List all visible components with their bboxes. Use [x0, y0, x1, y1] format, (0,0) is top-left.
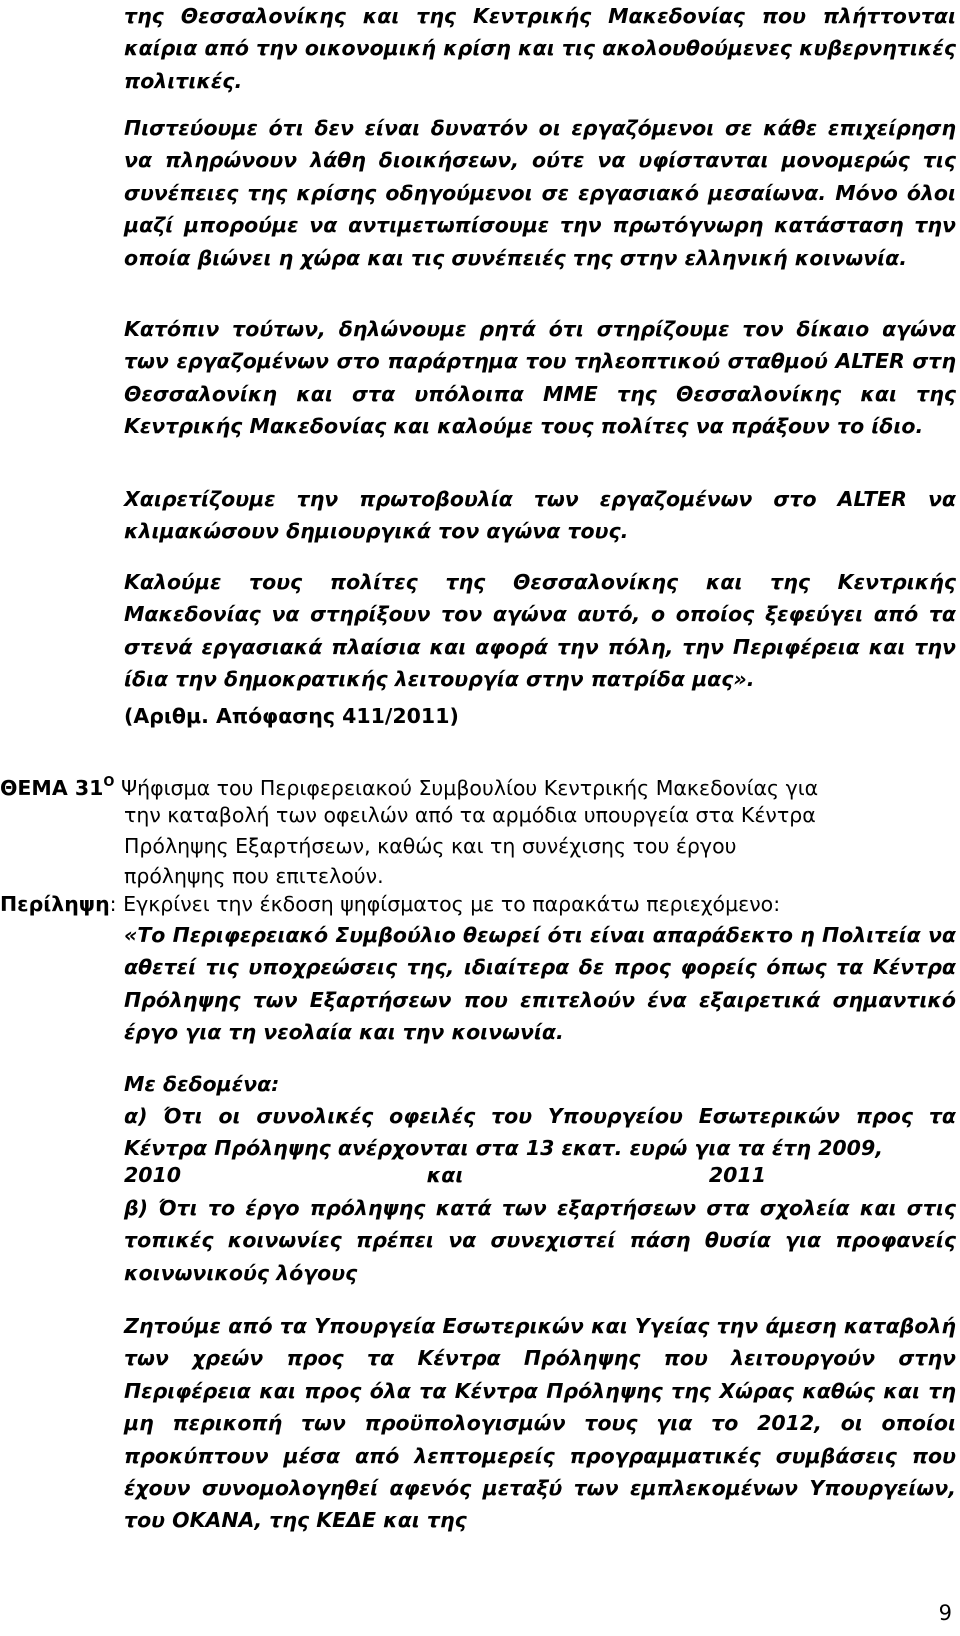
topic-title-line1: Ψήφισμα του Περιφερειακού Συμβουλίου Κεντρικής Μακεδονίας για [120, 776, 819, 800]
item-a: α) Ότι οι συνολικές οφειλές του Υπουργείου Εσωτερικών προς τα Κέντρα Πρόληψης ανέρχονται στα 13 εκατ. ευρώ για τα έτη 2009, [124, 1104, 956, 1161]
paragraph-greeting-initiative: Χαιρετίζουμε την πρωτοβουλία των εργαζομένων στο ALTER να κλιμακώσουν δημιουργικά τον αγώνα τους. [124, 487, 956, 544]
year-2010: 2010 [124, 1163, 182, 1187]
paragraph-workers-rights: Πιστεύουμε ότι δεν είναι δυνατόν οι εργαζόμενοι σε κάθε επιχείρηση να πληρώνουν λάθη διοικήσεων, ούτε να υφίστανται μονομερώς τις συνέπειες της κρίσης οδηγούμενοι σε εργασιακό μεσαίωνα. Μόνο όλοι μαζί μπορούμε να αντιμετωπίσουμε την πρωτόγνωρη κατάσταση την οποία βιώνει η χώρα και τις συνέπειές της στην ελληνική κοινωνία. [124, 116, 956, 270]
topic-title-line2: την καταβολή των οφειλών από τα αρμόδια υπουργεία στα Κέντρα [124, 803, 816, 827]
decision-reference: (Αριθμ. Απόφασης 411/2011) [124, 704, 459, 728]
summary-colon: : [109, 892, 117, 916]
summary-line [0, 888, 956, 920]
item-a-years [124, 1159, 956, 1191]
item-b: β) Ότι το έργο πρόληψης κατά των εξαρτήσεων στα σχολεία και στις τοπικές κοινωνίες πρέπει να συνεχιστεί πάση θυσία για προφανείς κοινωνικούς λόγους [124, 1196, 956, 1285]
summary-text: Εγκρίνει την έκδοση ψηφίσματος με το παρακάτω περιεχόμενο: [116, 892, 781, 916]
request-paragraph: Ζητούμε από τα Υπουργεία Εσωτερικών και Υγείας την άμεση καταβολή των χρεών προς τα Κέντρα Πρόληψης που λειτουργούν στην Περιφέρεια και προς όλα τα Κέντρα Πρόληψης της Χώρας καθώς και τη μη περικοπή των προϋπολογισμών τους για το 2012, οι οποίοι προκύπτουν μέσα από λεπτομερείς προγραμματικές συμβάσεις που έχουν συνομολογηθεί αφενός μεταξύ των εμπλεκομένων Υπουργείων, του ΟΚΑΝΑ, της ΚΕΔΕ και της [124, 1314, 956, 1533]
given-label: Με δεδομένα: [124, 1072, 280, 1096]
paragraph-support-alter: Κατόπιν τούτων, δηλώνουμε ρητά ότι στηρίζουμε τον δίκαιο αγώνα των εργαζομένων στο παράρτημα του τηλεοπτικού σταθμού ALTER στη Θεσσαλονίκη και στα υπόλοιπα ΜΜΕ της Θεσσαλονίκης και της Κεντρικής Μακεδονίας και καλούμε τους πολίτες να πράξουν το ίδιο. [124, 317, 956, 439]
summary-label: Περίληψη [0, 892, 110, 916]
resolution-intro: «Το Περιφερειακό Συμβούλιο θεωρεί ότι είναι απαράδεκτο η Πολιτεία να αθετεί τις υποχρεώσεις της, ιδιαίτερα δε προς φορείς όπως τα Κέντρα Πρόληψης των Εξαρτήσεων που επιτελούν ένα εξαιρετικά σημαντικό έργο για τη νεολαία και την κοινωνία. [124, 923, 956, 1045]
topic-title-line4: πρόληψης που επιτελούν. [124, 864, 384, 888]
years-connector: και [426, 1163, 464, 1187]
topic-label: ΘΕΜΑ $31^O$ [0, 775, 115, 800]
paragraph-call-citizens: Καλούμε τους πολίτες της Θεσσαλονίκης και της Κεντρικής Μακεδονίας να στηρίξουν τον αγώνα αυτό, ο οποίος ξεφεύγει από τα στενά εργασιακά πλαίσια και αφορά την πόλη, την Περιφέρεια και την ίδια την δημοκρατικής λειτουργία στην πατρίδα μας». [124, 570, 956, 692]
page-number: 9 [938, 1601, 952, 1625]
topic-title-line3: Πρόληψης Εξαρτήσεων, καθώς και τη συνέχισης του έργου [124, 834, 737, 858]
year-2011: 2011 [708, 1163, 766, 1187]
paragraph-economic-crisis: της Θεσσαλονίκης και της Κεντρικής Μακεδονίας που πλήττονται καίρια από την οικονομική κρίση και τις ακολουθούμενες κυβερνητικές πολιτικές. [124, 4, 956, 93]
